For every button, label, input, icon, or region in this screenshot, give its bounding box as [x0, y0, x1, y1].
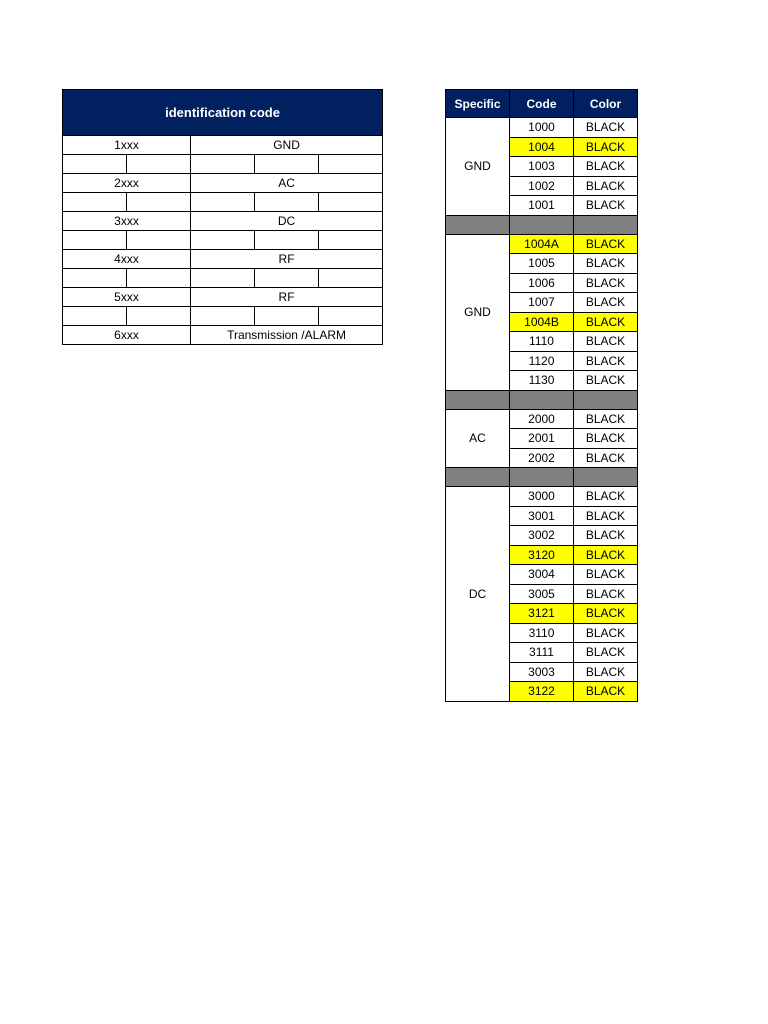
- code-cell: 3122: [510, 682, 574, 702]
- specific-group-label: GND: [446, 118, 510, 216]
- identification-code: 5xxx: [63, 288, 191, 307]
- identification-label: DC: [191, 212, 383, 231]
- identification-code-body: [63, 136, 383, 345]
- specific-code-table: [445, 89, 638, 702]
- color-cell: BLACK: [574, 662, 638, 682]
- code-cell: 3000: [510, 487, 574, 507]
- separator-cell: [574, 468, 638, 487]
- color-cell: BLACK: [574, 448, 638, 468]
- color-cell: BLACK: [574, 545, 638, 565]
- identification-code: 6xxx: [63, 326, 191, 345]
- empty-cell: [127, 269, 191, 288]
- empty-cell: [63, 231, 127, 250]
- empty-cell: [191, 307, 255, 326]
- code-cell: 3111: [510, 643, 574, 663]
- identification-row: [63, 212, 383, 231]
- color-cell: BLACK: [574, 526, 638, 546]
- group-separator-row: [446, 468, 638, 487]
- specific-code-body: [446, 118, 638, 702]
- empty-cell: [319, 155, 383, 174]
- color-cell: BLACK: [574, 565, 638, 585]
- group-separator-row: [446, 215, 638, 234]
- color-cell: BLACK: [574, 682, 638, 702]
- code-cell: 2000: [510, 409, 574, 429]
- identification-row: [63, 174, 383, 193]
- code-cell: 1004A: [510, 234, 574, 254]
- code-cell: 1002: [510, 176, 574, 196]
- empty-cell: [191, 155, 255, 174]
- color-cell: BLACK: [574, 409, 638, 429]
- color-cell: BLACK: [574, 254, 638, 274]
- header-specific: Specific: [446, 90, 510, 118]
- empty-cell: [319, 269, 383, 288]
- empty-cell: [191, 231, 255, 250]
- code-cell: 1004: [510, 137, 574, 157]
- code-cell: 1000: [510, 118, 574, 138]
- color-cell: BLACK: [574, 506, 638, 526]
- separator-cell: [510, 390, 574, 409]
- code-row: [446, 487, 638, 507]
- identification-code-title: identification code: [63, 90, 383, 136]
- code-cell: 3003: [510, 662, 574, 682]
- group-separator-row: [446, 390, 638, 409]
- identification-row: [63, 288, 383, 307]
- identification-blank-row: [63, 155, 383, 174]
- color-cell: BLACK: [574, 643, 638, 663]
- header-code: Code: [510, 90, 574, 118]
- empty-cell: [319, 231, 383, 250]
- color-cell: BLACK: [574, 118, 638, 138]
- code-cell: 1003: [510, 157, 574, 177]
- identification-label: RF: [191, 250, 383, 269]
- empty-cell: [255, 231, 319, 250]
- identification-label: GND: [191, 136, 383, 155]
- specific-group-label: AC: [446, 409, 510, 468]
- color-cell: BLACK: [574, 176, 638, 196]
- code-cell: 1001: [510, 196, 574, 216]
- code-cell: 1004B: [510, 312, 574, 332]
- identification-label: AC: [191, 174, 383, 193]
- empty-cell: [255, 193, 319, 212]
- color-cell: BLACK: [574, 234, 638, 254]
- code-cell: 1006: [510, 273, 574, 293]
- code-cell: 1007: [510, 293, 574, 313]
- separator-cell: [446, 215, 510, 234]
- identification-blank-row: [63, 193, 383, 212]
- empty-cell: [63, 307, 127, 326]
- code-cell: 1120: [510, 351, 574, 371]
- identification-blank-row: [63, 269, 383, 288]
- color-cell: BLACK: [574, 371, 638, 391]
- empty-cell: [319, 193, 383, 212]
- identification-code: 2xxx: [63, 174, 191, 193]
- color-cell: BLACK: [574, 196, 638, 216]
- code-cell: 3004: [510, 565, 574, 585]
- empty-cell: [255, 155, 319, 174]
- specific-group-label: DC: [446, 487, 510, 702]
- code-cell: 1130: [510, 371, 574, 391]
- empty-cell: [127, 231, 191, 250]
- empty-cell: [191, 269, 255, 288]
- color-cell: BLACK: [574, 332, 638, 352]
- color-cell: BLACK: [574, 487, 638, 507]
- identification-row: [63, 326, 383, 345]
- color-cell: BLACK: [574, 623, 638, 643]
- empty-cell: [319, 307, 383, 326]
- color-cell: BLACK: [574, 312, 638, 332]
- empty-cell: [255, 269, 319, 288]
- identification-code-table: [62, 89, 383, 345]
- code-cell: 1110: [510, 332, 574, 352]
- separator-cell: [446, 390, 510, 409]
- header-color: Color: [574, 90, 638, 118]
- specific-group-label: GND: [446, 234, 510, 390]
- identification-label: RF: [191, 288, 383, 307]
- code-row: [446, 234, 638, 254]
- code-cell: 1005: [510, 254, 574, 274]
- color-cell: BLACK: [574, 429, 638, 449]
- empty-cell: [127, 193, 191, 212]
- color-cell: BLACK: [574, 584, 638, 604]
- separator-cell: [510, 468, 574, 487]
- color-cell: BLACK: [574, 351, 638, 371]
- empty-cell: [255, 307, 319, 326]
- empty-cell: [191, 193, 255, 212]
- identification-blank-row: [63, 231, 383, 250]
- code-cell: 3121: [510, 604, 574, 624]
- code-row: [446, 409, 638, 429]
- code-cell: 3001: [510, 506, 574, 526]
- separator-cell: [510, 215, 574, 234]
- color-cell: BLACK: [574, 293, 638, 313]
- empty-cell: [63, 269, 127, 288]
- code-cell: 3002: [510, 526, 574, 546]
- identification-blank-row: [63, 307, 383, 326]
- identification-label: Transmission /ALARM: [191, 326, 383, 345]
- code-cell: 3120: [510, 545, 574, 565]
- code-cell: 2002: [510, 448, 574, 468]
- identification-code: 3xxx: [63, 212, 191, 231]
- code-cell: 2001: [510, 429, 574, 449]
- color-cell: BLACK: [574, 273, 638, 293]
- empty-cell: [63, 155, 127, 174]
- identification-row: [63, 136, 383, 155]
- code-cell: 3005: [510, 584, 574, 604]
- empty-cell: [63, 193, 127, 212]
- identification-row: [63, 250, 383, 269]
- code-row: [446, 118, 638, 138]
- identification-code: 1xxx: [63, 136, 191, 155]
- separator-cell: [574, 215, 638, 234]
- code-cell: 3110: [510, 623, 574, 643]
- color-cell: BLACK: [574, 604, 638, 624]
- empty-cell: [127, 155, 191, 174]
- separator-cell: [574, 390, 638, 409]
- empty-cell: [127, 307, 191, 326]
- identification-code: 4xxx: [63, 250, 191, 269]
- separator-cell: [446, 468, 510, 487]
- color-cell: BLACK: [574, 157, 638, 177]
- color-cell: BLACK: [574, 137, 638, 157]
